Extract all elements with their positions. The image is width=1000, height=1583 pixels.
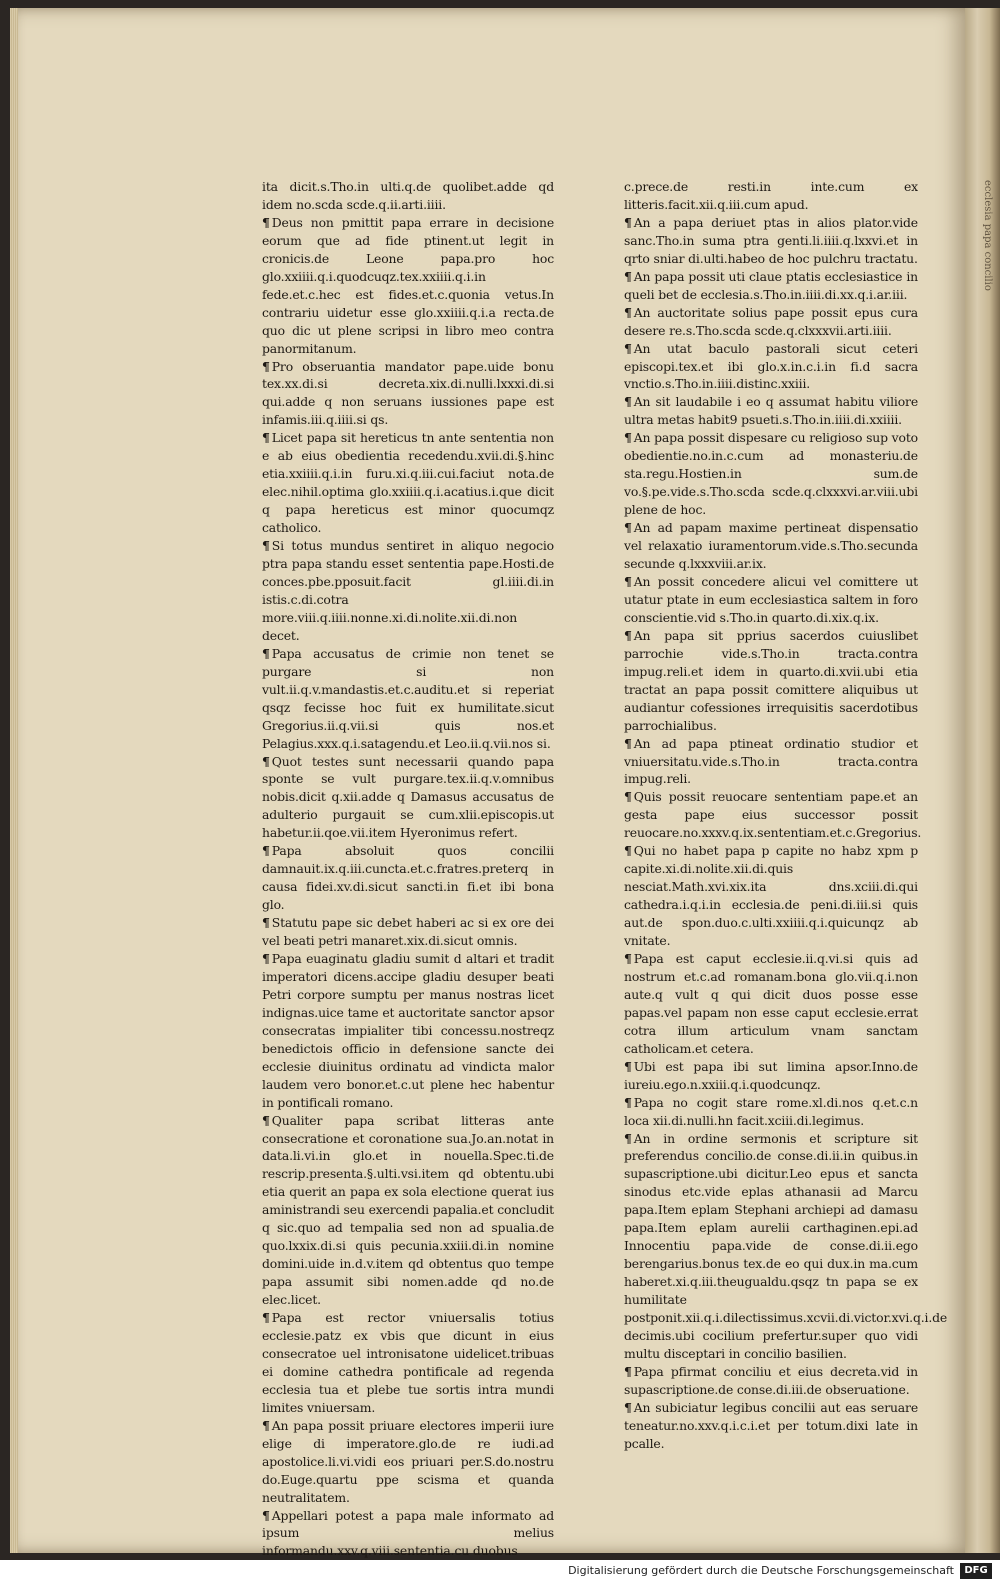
adjacent-page-text: ecclesia papa concilio (982, 180, 993, 291)
paragraph-mark-icon: ¶ (262, 843, 270, 859)
right-column-text: An utat baculo pastorali sicut ceteri episcopi.tex.et ibi glo.x.in.c.i.in fi.d sacra vnctio.s.Tho.in.iiii.distinc.xxiii. (624, 340, 918, 392)
left-column-paragraph (262, 178, 554, 214)
right-column-text: An a papa deriuet ptas in alios plator.vide sanc.Tho.in suma ptra genti.li.iiii.q.lxxvi.et in qrto sniar di.ulti.habeo de hoc pulchru tractatu. (624, 214, 918, 266)
paragraph-mark-icon: ¶ (624, 520, 632, 536)
paragraph-mark-icon: ¶ (262, 214, 270, 230)
left-column-paragraph (262, 1417, 554, 1507)
right-column-paragraph (624, 519, 918, 573)
paragraph-mark-icon: ¶ (624, 627, 632, 643)
right-column-text: Papa pfirmat conciliu et eius decreta.vid in supascriptione.de conse.di.iii.de obseruatione. (624, 1363, 918, 1397)
paragraph-mark-icon: ¶ (624, 394, 632, 410)
paragraph-mark-icon: ¶ (624, 735, 632, 751)
left-column-paragraph (262, 645, 554, 753)
paragraph-mark-icon: ¶ (624, 1130, 632, 1146)
left-column-paragraph (262, 429, 554, 537)
right-column-paragraph (624, 304, 918, 340)
right-column-paragraph (624, 950, 918, 1058)
paragraph-mark-icon: ¶ (262, 915, 270, 931)
right-column-text: An papa possit uti claue ptatis ecclesiastice in queli bet de ecclesia.s.Tho.in.iiii.di.xx.q.i.ar.iii. (624, 268, 918, 302)
paragraph-mark-icon: ¶ (262, 645, 270, 661)
paragraph-mark-icon: ¶ (262, 950, 270, 966)
right-column-text: An auctoritate solius pape possit epus cura desere re.s.Tho.scda scde.q.clxxxvii.arti.iiii. (624, 304, 918, 338)
right-column-paragraph (624, 340, 918, 394)
paragraph-mark-icon: ¶ (624, 789, 632, 805)
right-column-text: An papa possit dispesare cu religioso sup voto obedientie.no.in.c.cum ad monasteriu.de sta.regu.Hostien.in sum.de vo.§.pe.vide.s.Tho.scda scde.q.clxxxvi.ar.viii.ubi plene de hoc. (624, 430, 918, 518)
right-column-text: c.prece.de resti.in inte.cum ex litteris.facit.xii.q.iii.cum apud. (624, 179, 918, 212)
paragraph-mark-icon: ¶ (262, 753, 270, 769)
paragraph-mark-icon: ¶ (262, 538, 270, 554)
funding-notice: Digitalisierung gefördert durch die Deutsche Forschungsgemeinschaft (568, 1564, 954, 1577)
paragraph-mark-icon: ¶ (262, 1507, 270, 1523)
left-column-text: Papa euaginatu gladiu sumit d altari et tradit imperatori dicens.accipe gladiu desuper beati Petri corpore sumptu per manus nostras licet indignas.uice tame et auctoritate sanctor apsor consecratas impialiter tibi concessu.nostreqz benedictois officio in defensione sancte dei ecclesie diuinitus ordinatu ad vindicta malor laudem vero bonor.et.c.ut plene hec habentur in pontificali romano. (262, 950, 554, 1110)
right-column-text: An papa sit pprius sacerdos cuiuslibet parrochie vide.s.Tho.in tracta.contra impug.reli.et idem in quarto.di.xvii.ubi etia tractat an papa possit comittere aliquibus ut audiantur cofessiones irrequisitis sacerdotibus parrochialibus. (624, 627, 918, 733)
right-column-text: An ad papam maxime pertineat dispensatio vel relaxatio iuramentorum.vide.s.Tho.secunda secunde q.lxxxviii.ar.ix. (624, 520, 918, 572)
left-column-text: Licet papa sit hereticus tn ante sententia non e ab eius obedientia recedendu.xvii.di.§.hinc etia.xxiiii.q.i.in furu.xi.q.iii.cui.faciut nota.de elec.nihil.optima glo.xxiiii.q.i.acatius.i.que dicit q papa hereticus est minor quocumqz catholico. (262, 430, 554, 536)
right-column-paragraph (624, 627, 918, 735)
paragraph-mark-icon: ¶ (624, 340, 632, 356)
paragraph-mark-icon: ¶ (624, 268, 632, 284)
right-column-text: Qui no habet papa p capite no habz xpm p capite.xi.di.nolite.xii.di.quis nesciat.Math.xvi.xix.ita dns.xciii.di.qui cathedra.i.q.i.in ecclesia.de peni.di.iii.si quis aut.de spon.duo.c.ulti.xxiiii.q.i.quicunqz ab vnitate. (624, 843, 918, 949)
right-column-text: Quis possit reuocare sententiam pape.et an gesta pape eius successor possit reuocare.no.xxxv.q.ix.sententiam.et.c.Gregorius. (624, 789, 922, 841)
right-column-paragraph (624, 788, 922, 842)
right-column-paragraph (624, 735, 918, 789)
right-column-paragraph (624, 1058, 918, 1094)
paragraph-mark-icon: ¶ (262, 1417, 270, 1433)
right-column-text: An possit concedere alicui vel comittere ut utatur ptate in eum ecclesiastica saltem in foro conscientie.vid s.Tho.in quarto.di.xix.q.ix. (624, 573, 918, 625)
left-column-paragraph (262, 537, 554, 645)
right-column-text: An in ordine sermonis et scripture sit preferendus concilio.de conse.di.ii.in quibus.in supascriptione.ubi dicitur.Leo epus et sancta sinodus etc.vide eplas athanasii ad Marcu papa.Item eplam Stephani archiepi ad damasu papa.Item eplam aurelii carthaginen.epi.ad Innocentiu papa.vide de conse.di.ii.ego berengarius.bonus tex.de eo qui dux.in ma.cum haberet.xi.q.iii.theugualdu.qsqz tn papa se ex humilitate postponit.xii.q.i.dilectissimus.xcvii.di.victor.xvi.q.i.de decimis.ubi cocilium prefertur.super quo vidi multu disceptari in concilio basilien. (624, 1130, 948, 1361)
left-column-paragraph (262, 214, 554, 358)
paragraph-mark-icon: ¶ (624, 304, 632, 320)
right-column-paragraph (624, 268, 918, 304)
left-column-text: Appellari potest a papa male informato ad ipsum melius informandu.xxv.q.viii.sententia.cu duobus (262, 1507, 554, 1559)
left-column-paragraph (262, 914, 554, 950)
left-column-paragraph (262, 1507, 554, 1561)
right-column-paragraph (624, 1363, 918, 1399)
right-column-text: An sit laudabile i eo q assumat habitu viliore ultra metas habit9 psueti.s.Tho.in.iiii.di.xxiiii. (624, 394, 918, 428)
right-column-paragraph (624, 429, 918, 519)
right-column-paragraph (624, 178, 918, 214)
paragraph-mark-icon: ¶ (624, 573, 632, 589)
right-column-paragraph (624, 393, 918, 429)
paragraph-mark-icon: ¶ (262, 1112, 270, 1128)
right-column-paragraph (624, 1130, 948, 1363)
left-column-text: ita dicit.s.Tho.in ulti.q.de quolibet.adde qd idem no.scda scde.q.ii.arti.iiii. (262, 179, 554, 212)
left-column-paragraph (262, 358, 554, 430)
left-text-column (262, 178, 554, 1560)
right-column-text: An subiciatur legibus concilii aut eas seruare teneatur.no.xxv.q.i.c.i.et per totum.dixi late in pcalle. (624, 1399, 918, 1451)
paragraph-mark-icon: ¶ (624, 1094, 632, 1110)
left-column-paragraph (262, 950, 554, 1112)
left-column-paragraph (262, 1112, 554, 1309)
dfg-logo: DFG (960, 1563, 992, 1579)
right-column-text: Papa no cogit stare rome.xl.di.nos q.et.c.n loca xii.di.nulli.hn facit.xciii.di.legimus. (624, 1094, 918, 1128)
paragraph-mark-icon: ¶ (624, 950, 632, 966)
left-column-text: Statutu pape sic debet haberi ac si ex ore dei vel beati petri manaret.xix.di.sicut omnis. (262, 915, 554, 949)
paragraph-mark-icon: ¶ (624, 214, 632, 230)
right-column-text: An ad papa ptineat ordinatio studior et vniuersitatu.vide.s.Tho.in tracta.contra impug.reli. (624, 735, 918, 787)
right-column-paragraph (624, 1094, 918, 1130)
right-column-text: Ubi est papa ibi sut limina apsor.Inno.de iureiu.ego.n.xxiii.q.i.quodcunqz. (624, 1058, 918, 1092)
left-column-text: Si totus mundus sentiret in aliquo negocio ptra papa standu esset sententia pape.Hosti.de conces.pbe.pposuit.facit gl.iiii.di.in istis.c.di.cotra more.viii.q.iiii.nonne.xi.di.nolite.xii.di.non decet. (262, 538, 554, 643)
paragraph-mark-icon: ¶ (262, 430, 270, 446)
left-column-text: Pro obseruantia mandator pape.uide bonu tex.xx.di.si decreta.xix.di.nulli.lxxxi.di.si qui.adde q non seruans iussiones pape est infamis.iii.q.iiii.si qs. (262, 358, 554, 428)
left-column-text: Quot testes sunt necessarii quando papa sponte se vult purgare.tex.ii.q.v.omnibus nobis.dicit q.xii.adde q Damasus accusatus de adulterio purgauit se cum.xlii.episcopis.ut habetur.ii.qoe.vii.item Hyeronimus refert. (262, 753, 554, 841)
left-column-text: An papa possit priuare electores imperii iure elige di imperatore.glo.de re iudi.ad apostolice.li.vi.vidi eos priuari per.S.do.nostru do.Euge.quartu ppe scisma et quanda neutralitatem. (262, 1417, 554, 1505)
right-column-paragraph (624, 842, 918, 950)
paragraph-mark-icon: ¶ (624, 1399, 632, 1415)
paragraph-mark-icon: ¶ (262, 358, 270, 374)
paragraph-mark-icon: ¶ (624, 430, 632, 446)
left-column-text: Papa est rector vniuersalis totius ecclesie.patz ex vbis que dicunt in eius consecratoe uel intronisatone uidelicet.tribuas ei domine cathedra pontificale ad regenda ecclesia tua et plebe tue sortis intra mundi limites vniuersam. (262, 1310, 554, 1415)
right-column-paragraph (624, 1399, 918, 1453)
right-column-text: Papa est caput ecclesie.ii.q.vi.si quis ad nostrum et.c.ad romanam.bona glo.vii.q.i.non aute.q vult q qui dicit duos posse esse papas.vel papam non esse caput ecclesie.errat cotra illum articulum vnam sanctam catholicam.et cetera. (624, 950, 918, 1056)
right-column-paragraph (624, 573, 918, 627)
paragraph-mark-icon: ¶ (624, 843, 632, 859)
right-text-column (624, 178, 948, 1453)
left-column-text: Qualiter papa scribat litteras ante consecratione et coronatione sua.Jo.an.notat in data.li.vi.in glo.et in nouella.Spec.ti.de rescrip.presenta.§.ulti.vsi.item qd obtentu.ubi etia querit an papa ex sola electione querat ius aministrandi seu exercendi papalia.et concludit q sic.quo ad tempalia sed non ad spualia.de quo.lxxix.di.si quis pecunia.xxiii.di.in nomine domini.uide in.d.v.item qd obtentus quo tempe papa assumit sibi nomen.adde qd no.de elec.licet. (262, 1112, 555, 1308)
paragraph-mark-icon: ¶ (624, 1058, 632, 1074)
left-column-paragraph (262, 1309, 554, 1417)
footer-bar (0, 1560, 1000, 1583)
paragraph-mark-icon: ¶ (262, 1310, 270, 1326)
left-column-text: Deus non pmittit papa errare in decisione eorum que ad fide ptinent.ut legit in cronicis.de Leone papa.pro hoc glo.xxiiii.q.i.quodcuqz.tex.xxiiii.q.i.in fede.et.c.hec est fides.et.c.quonia vetus.In contrariu uidetur esse glo.xxiiii.q.i.a recta.de quo dic ut plene scripsi in libro meo contra panormitanum. (262, 214, 554, 356)
paragraph-mark-icon: ¶ (624, 1363, 632, 1379)
left-column-paragraph (262, 753, 554, 843)
left-column-paragraph (262, 842, 554, 914)
right-column-paragraph (624, 214, 918, 268)
left-column-text: Papa accusatus de crimie non tenet se purgare si non vult.ii.q.v.mandastis.et.c.auditu.et si reperiat qsqz fecisse hoc fuit ex humilitate.sicut Gregorius.ii.q.vii.si quis nos.et Pelagius.xxx.q.i.satagendu.et Leo.ii.q.vii.nos si. (262, 645, 554, 751)
left-column-text: Papa absoluit quos concilii damnauit.ix.q.iii.cuncta.et.c.fratres.preterq in causa fidei.xv.di.sicut sancti.in fi.et ibi bona glo. (262, 843, 554, 913)
